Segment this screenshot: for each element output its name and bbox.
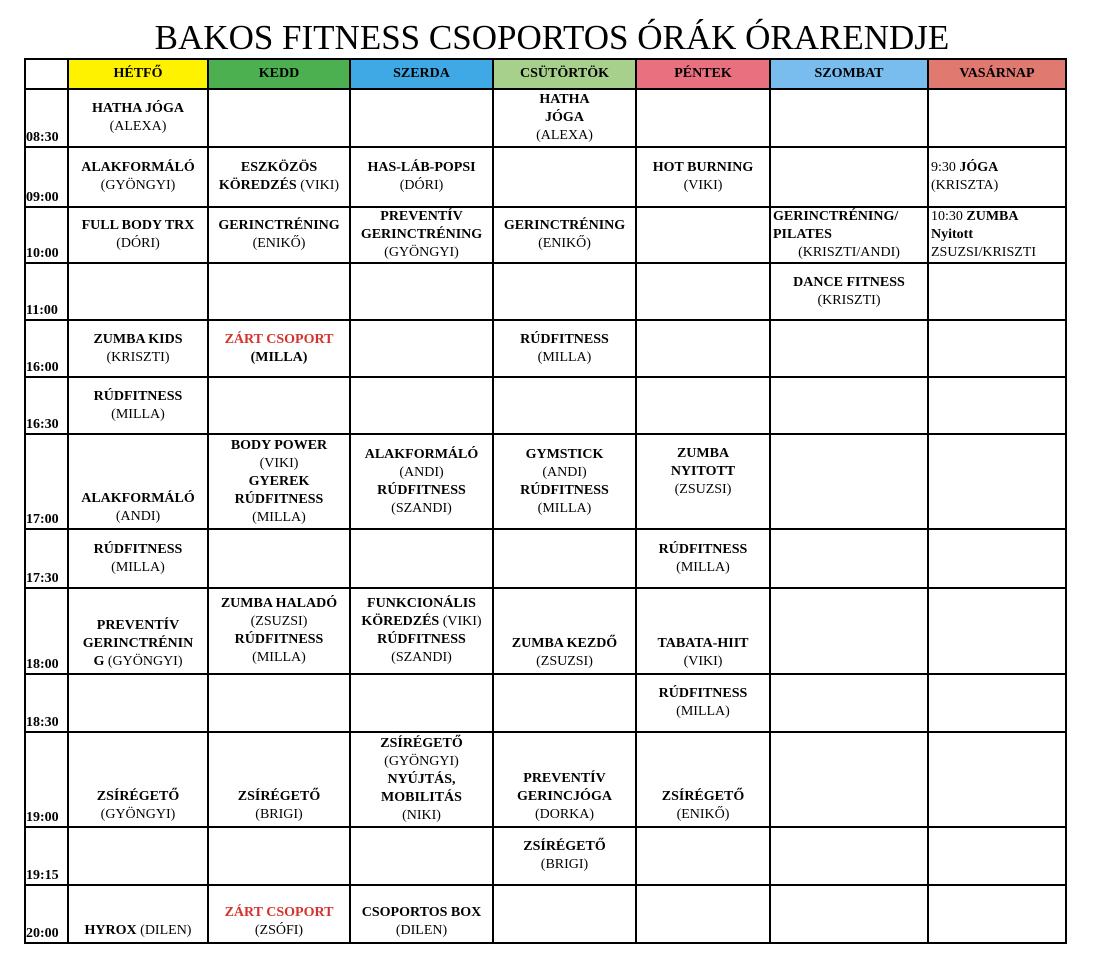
class-cell-thursday xyxy=(493,434,636,529)
empty-cell xyxy=(928,89,1066,147)
instructor: (ANDI) xyxy=(542,464,587,480)
time-row xyxy=(25,732,1066,827)
instructor: (GYÖNGYI) xyxy=(100,178,176,193)
class-name: GERINCTRÉNING xyxy=(218,218,340,233)
class-cell-tuesday xyxy=(208,732,350,827)
class-cell-saturday xyxy=(770,207,928,263)
class-cell-friday xyxy=(636,674,770,732)
class-name: HATHA JÓGA xyxy=(92,101,184,116)
instructor: (GYÖNGYI) xyxy=(104,654,183,669)
empty-cell xyxy=(636,207,770,263)
day-header-wednesday: SZERDA xyxy=(350,59,493,89)
instructor: (DÓRI) xyxy=(116,236,160,251)
class-cell-wednesday xyxy=(350,207,493,263)
instructor: (VIKI) xyxy=(683,178,723,193)
empty-cell xyxy=(208,827,350,885)
class-cell-monday xyxy=(68,588,208,674)
instructor: (VIKI) xyxy=(439,614,482,629)
instructor: (DÓRI) xyxy=(399,178,444,193)
class-name: GERINCTRÉNING xyxy=(360,227,483,242)
time-row xyxy=(25,434,1066,529)
empty-cell xyxy=(493,885,636,943)
time-label: 17:00 xyxy=(25,434,68,529)
class-cell-wednesday xyxy=(350,732,493,827)
time-label: 10:00 xyxy=(25,207,68,263)
empty-cell xyxy=(636,89,770,147)
time-label: 09:00 xyxy=(25,147,68,207)
empty-cell xyxy=(636,320,770,377)
time-row xyxy=(25,263,1066,320)
class-name: DANCE FITNESS xyxy=(793,274,905,290)
time-row xyxy=(25,529,1066,588)
class-name: RÚDFITNESS xyxy=(234,491,324,507)
class-cell-thursday xyxy=(493,827,636,885)
closed-group-label: ZÁRT CSOPORT xyxy=(224,331,334,347)
instructor: (DORKA) xyxy=(534,807,595,822)
instructor: (ZSÓFI) xyxy=(254,923,304,938)
class-name: MOBILITÁS xyxy=(381,789,462,805)
instructor: (ZSUZSI) xyxy=(250,614,308,629)
empty-cell xyxy=(770,674,928,732)
instructor: (MILLA) xyxy=(111,559,165,575)
corner-cell xyxy=(25,59,68,89)
day-header-friday: PÉNTEK xyxy=(636,59,770,89)
class-name: Nyitott xyxy=(931,227,973,242)
class-cell-tuesday xyxy=(208,885,350,943)
class-cell-friday xyxy=(636,529,770,588)
empty-cell xyxy=(928,377,1066,434)
class-name: ZUMBA xyxy=(966,209,1019,224)
instructor: (ALEXA) xyxy=(109,119,167,134)
class-name: NYITOTT xyxy=(670,464,736,479)
class-name: GERINCJÓGA xyxy=(517,789,612,804)
day-header-monday: HÉTFŐ xyxy=(68,59,208,89)
class-name: PILATES xyxy=(773,227,832,242)
class-name: GERINCTRÉNIN xyxy=(82,636,194,651)
class-name: RÚDFITNESS xyxy=(520,331,609,347)
time-label: 20:00 xyxy=(25,885,68,943)
class-name: FUNKCIONÁLIS xyxy=(367,596,476,611)
empty-cell xyxy=(350,827,493,885)
empty-cell xyxy=(208,377,350,434)
class-name: CSOPORTOS BOX xyxy=(361,905,482,920)
instructor: ZSUZSI/KRISZTI xyxy=(931,245,1036,260)
class-name: JÓGA xyxy=(959,160,999,175)
class-cell-monday xyxy=(68,89,208,147)
instructor: (ANDI) xyxy=(115,509,161,524)
time-label: 18:00 xyxy=(25,588,68,674)
empty-cell xyxy=(928,263,1066,320)
time-label: 19:00 xyxy=(25,732,68,827)
time-row xyxy=(25,885,1066,943)
class-name: PREVENTÍV xyxy=(523,771,606,786)
time-row xyxy=(25,147,1066,207)
instructor: (MILLA) xyxy=(250,349,308,365)
instructor: (MILLA) xyxy=(111,406,165,422)
class-name: ZSÍRÉGETŐ xyxy=(523,839,606,854)
instructor: (ANDI) xyxy=(399,464,444,480)
class-cell-wednesday xyxy=(350,434,493,529)
empty-cell xyxy=(928,732,1066,827)
empty-cell xyxy=(350,377,493,434)
empty-cell xyxy=(770,434,928,529)
class-cell-friday xyxy=(636,147,770,207)
instructor: (GYÖNGYI) xyxy=(100,807,176,822)
class-name: RÚDFITNESS xyxy=(377,632,466,647)
class-cell-tuesday xyxy=(208,147,350,207)
instructor: (MILLA) xyxy=(676,559,730,575)
instructor: (SZANDI) xyxy=(391,500,452,516)
class-cell-sunday xyxy=(928,207,1066,263)
time-label: 16:30 xyxy=(25,377,68,434)
class-time: 9:30 xyxy=(931,160,960,175)
instructor: (MILLA) xyxy=(537,349,592,365)
empty-cell xyxy=(928,674,1066,732)
class-name: ZUMBA xyxy=(676,446,730,461)
instructor: (VIKI) xyxy=(296,178,340,193)
empty-cell xyxy=(770,147,928,207)
class-name: GERINCTRÉNING/ xyxy=(773,209,899,224)
time-label: 11:00 xyxy=(25,263,68,320)
instructor: (NIKI) xyxy=(402,807,441,823)
time-label: 16:00 xyxy=(25,320,68,377)
class-name: NYÚJTÁS, xyxy=(387,771,456,787)
empty-cell xyxy=(928,588,1066,674)
empty-cell xyxy=(928,827,1066,885)
class-name: PREVENTÍV xyxy=(96,618,180,633)
day-header-thursday: CSÜTÖRTÖK xyxy=(493,59,636,89)
time-row xyxy=(25,207,1066,263)
empty-cell xyxy=(928,434,1066,529)
class-name: ALAKFORMÁLÓ xyxy=(81,160,195,175)
day-header-tuesday: KEDD xyxy=(208,59,350,89)
class-name: ZUMBA KIDS xyxy=(93,331,183,347)
instructor: (BRIGI) xyxy=(255,807,303,822)
class-cell-monday xyxy=(68,207,208,263)
instructor: (MILLA) xyxy=(252,650,306,665)
empty-cell xyxy=(770,885,928,943)
class-name: ESZKÖZÖS xyxy=(240,160,318,175)
class-name: ALAKFORMÁLÓ xyxy=(364,446,479,462)
empty-cell xyxy=(350,529,493,588)
class-name: ALAKFORMÁLÓ xyxy=(81,491,195,506)
empty-cell xyxy=(770,377,928,434)
instructor: (DILEN) xyxy=(136,923,192,938)
day-header-saturday: SZOMBAT xyxy=(770,59,928,89)
class-name: ZSÍRÉGETŐ xyxy=(237,789,321,804)
instructor: (ZSUZSI) xyxy=(536,654,593,669)
class-cell-tuesday xyxy=(208,588,350,674)
page-title: BAKOS FITNESS CSOPORTOS ÓRÁK ÓRARENDJE xyxy=(154,18,950,57)
class-name: RÚDFITNESS xyxy=(377,482,466,498)
empty-cell xyxy=(928,885,1066,943)
header-row xyxy=(25,59,1066,89)
time-label: 17:30 xyxy=(25,529,68,588)
class-cell-tuesday xyxy=(208,434,350,529)
empty-cell xyxy=(68,263,208,320)
class-name: HYROX xyxy=(84,923,137,938)
instructor: (KRISZTI/ANDI) xyxy=(798,245,900,260)
class-name: GERINCTRÉNING xyxy=(503,218,626,233)
class-name: ZSÍRÉGETŐ xyxy=(380,735,463,751)
class-cell-monday xyxy=(68,147,208,207)
class-name: HAS-LÁB-POPSI xyxy=(367,160,476,175)
instructor: (ZSUZSI) xyxy=(674,482,732,497)
class-name: RÚDFITNESS xyxy=(520,482,609,498)
class-name: TABATA-HIIT xyxy=(657,636,749,651)
instructor: (KRISZTI) xyxy=(817,292,881,308)
instructor: (VIKI) xyxy=(259,455,299,471)
empty-cell xyxy=(68,827,208,885)
empty-cell xyxy=(350,263,493,320)
class-name: RÚDFITNESS xyxy=(93,388,183,404)
class-cell-thursday xyxy=(493,89,636,147)
empty-cell xyxy=(770,89,928,147)
empty-cell xyxy=(770,827,928,885)
class-name: FULL BODY TRX xyxy=(81,218,195,233)
time-label: 18:30 xyxy=(25,674,68,732)
class-cell-thursday xyxy=(493,732,636,827)
time-label: 08:30 xyxy=(25,89,68,147)
empty-cell xyxy=(493,674,636,732)
instructor: (MILLA) xyxy=(537,500,592,516)
instructor: (KRISZTI) xyxy=(106,349,170,365)
class-cell-monday xyxy=(68,732,208,827)
class-time: 10:30 xyxy=(931,209,967,224)
time-row xyxy=(25,377,1066,434)
empty-cell xyxy=(928,529,1066,588)
class-name: ZUMBA KEZDŐ xyxy=(511,636,618,651)
class-name: KÖREDZÉS xyxy=(218,178,297,193)
class-cell-wednesday xyxy=(350,885,493,943)
class-name: HOT BURNING xyxy=(652,160,754,175)
instructor: (MILLA) xyxy=(676,704,730,719)
class-cell-thursday xyxy=(493,588,636,674)
instructor: (SZANDI) xyxy=(391,650,452,665)
time-row xyxy=(25,320,1066,377)
class-name: JÓGA xyxy=(545,110,584,125)
instructor: (KRISZTA) xyxy=(931,178,999,193)
empty-cell xyxy=(208,529,350,588)
class-cell-saturday xyxy=(770,263,928,320)
class-name: RÚDFITNESS xyxy=(234,632,324,647)
empty-cell xyxy=(770,320,928,377)
class-name: RÚDFITNESS xyxy=(93,541,183,557)
time-row xyxy=(25,588,1066,674)
class-cell-friday xyxy=(636,434,770,529)
class-cell-thursday xyxy=(493,207,636,263)
class-cell-monday xyxy=(68,320,208,377)
class-cell-tuesday xyxy=(208,320,350,377)
class-cell-sunday xyxy=(928,147,1066,207)
class-name: GYEREK xyxy=(248,473,310,489)
instructor: (VIKI) xyxy=(683,654,723,669)
empty-cell xyxy=(208,674,350,732)
class-cell-wednesday xyxy=(350,588,493,674)
class-cell-friday xyxy=(636,732,770,827)
class-name: ZSÍRÉGETŐ xyxy=(96,789,180,804)
instructor: (MILLA) xyxy=(252,509,306,525)
empty-cell xyxy=(493,147,636,207)
class-cell-monday xyxy=(68,529,208,588)
class-name: HATHA xyxy=(539,92,590,107)
empty-cell xyxy=(350,674,493,732)
empty-cell xyxy=(68,674,208,732)
instructor: (GYÖNGYI) xyxy=(384,245,459,260)
empty-cell xyxy=(770,529,928,588)
instructor: (ALEXA) xyxy=(536,128,593,143)
class-cell-monday xyxy=(68,434,208,529)
empty-cell xyxy=(493,529,636,588)
empty-cell xyxy=(208,89,350,147)
empty-cell xyxy=(928,320,1066,377)
class-cell-tuesday xyxy=(208,207,350,263)
time-row xyxy=(25,89,1066,147)
class-cell-friday xyxy=(636,588,770,674)
schedule-table xyxy=(24,58,1067,944)
instructor: (DILEN) xyxy=(395,923,448,938)
empty-cell xyxy=(636,377,770,434)
class-cell-wednesday xyxy=(350,147,493,207)
class-name: ZUMBA HALADÓ xyxy=(220,596,338,611)
time-row xyxy=(25,674,1066,732)
instructor: (GYÖNGYI) xyxy=(384,753,459,769)
empty-cell xyxy=(636,885,770,943)
class-cell-thursday xyxy=(493,320,636,377)
class-name: PREVENTÍV xyxy=(380,209,463,224)
class-name: RÚDFITNESS xyxy=(658,541,748,557)
instructor: (ENIKŐ) xyxy=(252,236,306,251)
empty-cell xyxy=(493,377,636,434)
class-cell-monday xyxy=(68,377,208,434)
day-header-sunday: VASÁRNAP xyxy=(928,59,1066,89)
class-name: ZSÍRÉGETŐ xyxy=(661,789,745,804)
class-name: GYMSTICK xyxy=(525,446,604,462)
class-name: RÚDFITNESS xyxy=(658,686,748,701)
empty-cell xyxy=(350,320,493,377)
instructor: (ENIKŐ) xyxy=(538,236,591,251)
class-name: KÖREDZÉS xyxy=(361,614,440,629)
empty-cell xyxy=(636,263,770,320)
instructor: (ENIKŐ) xyxy=(676,807,730,822)
class-cell-monday xyxy=(68,885,208,943)
empty-cell xyxy=(770,588,928,674)
empty-cell xyxy=(770,732,928,827)
closed-group-label: ZÁRT CSOPORT xyxy=(224,905,334,920)
class-name: BODY POWER xyxy=(230,437,328,453)
class-name: G xyxy=(93,654,105,669)
time-label: 19:15 xyxy=(25,827,68,885)
empty-cell xyxy=(636,827,770,885)
empty-cell xyxy=(350,89,493,147)
time-row xyxy=(25,827,1066,885)
instructor: (BRIGI) xyxy=(540,857,589,872)
empty-cell xyxy=(208,263,350,320)
empty-cell xyxy=(493,263,636,320)
